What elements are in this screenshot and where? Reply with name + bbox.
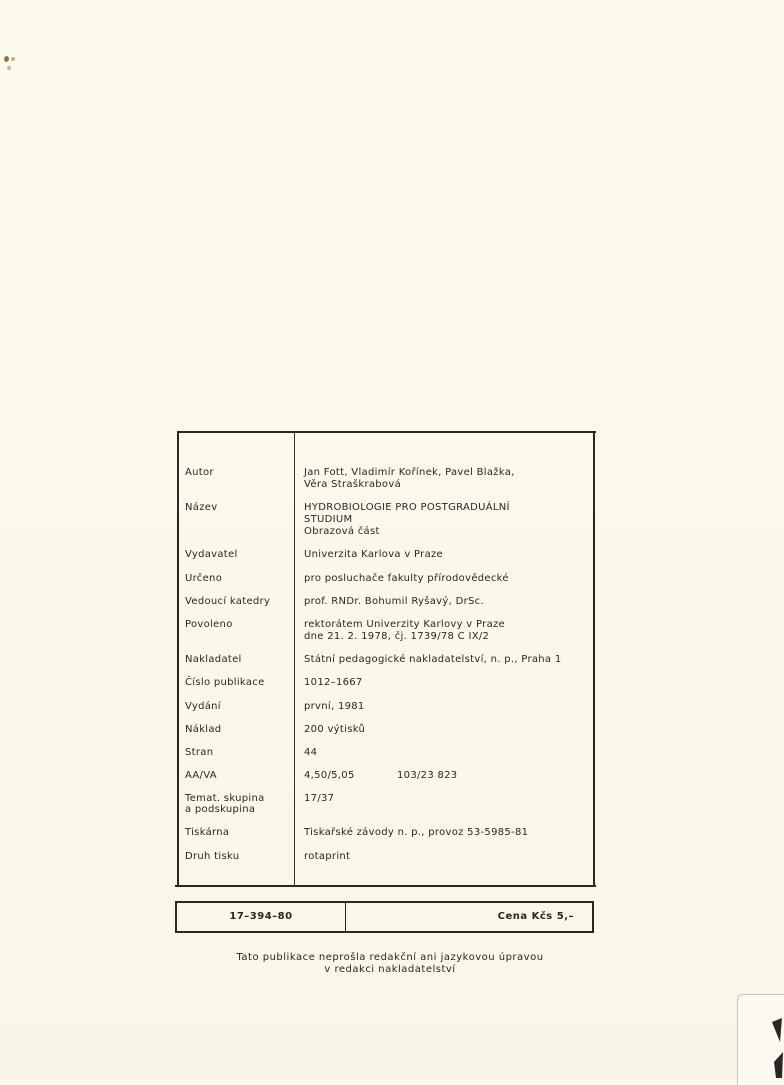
value-line: první, 1981 xyxy=(304,701,365,712)
row-value xyxy=(304,851,589,863)
row-value xyxy=(304,724,589,736)
value-line: STUDIUM xyxy=(304,514,353,525)
row-label: Číslo publikace xyxy=(185,677,265,688)
row-value xyxy=(304,654,589,666)
label-line: Temat. skupina xyxy=(185,793,265,804)
row-value xyxy=(304,596,589,608)
value-line: prof. RNDr. Bohumil Ryšavý, DrSc. xyxy=(304,596,484,607)
value-line: Univerzita Karlova v Praze xyxy=(304,549,444,560)
stain-speck xyxy=(11,57,15,61)
corner-ink-mark xyxy=(768,1012,784,1082)
label-line: a podskupina xyxy=(185,804,256,815)
value-line: rotaprint xyxy=(304,851,351,862)
row-label: Vedoucí katedry xyxy=(185,596,271,607)
value-line: 44 xyxy=(304,747,318,758)
row-label: Vydání xyxy=(185,701,221,712)
price-box xyxy=(175,901,594,933)
row-value xyxy=(304,827,589,839)
row-label: AA/VA xyxy=(185,770,217,781)
table-bottom-rule xyxy=(175,885,596,887)
editorial-note-line2: v redakci nakladatelství xyxy=(324,964,456,975)
price-label: Cena Kčs 5,– xyxy=(497,911,574,922)
row-value xyxy=(304,467,589,491)
value-line: 1012–1667 xyxy=(304,677,363,688)
row-label xyxy=(185,793,290,814)
price-box-divider xyxy=(345,903,346,931)
value-line: 4,50/5,05 xyxy=(304,770,355,781)
value-line: dne 21. 2. 1978, čj. 1739/78 C IX/2 xyxy=(304,631,490,642)
value-line: Obrazová část xyxy=(304,526,380,537)
value-line: 17/37 xyxy=(304,793,335,804)
value-line: Státní pedagogické nakladatelství, n. p., Praha 1 xyxy=(304,654,562,665)
value-extra: 103/23 823 xyxy=(397,770,458,781)
value-line: HYDROBIOLOGIE PRO POSTGRADUÁLNÍ xyxy=(304,502,510,513)
table-left-rule xyxy=(177,431,179,887)
table-column-divider xyxy=(294,431,295,887)
row-label: Tiskárna xyxy=(185,827,230,838)
row-value xyxy=(304,573,589,585)
row-label: Náklad xyxy=(185,724,222,735)
row-label: Autor xyxy=(185,467,214,478)
row-value xyxy=(304,619,589,643)
value-line: Tiskařské závody n. p., provoz 53-5985-81 xyxy=(304,827,529,838)
row-label: Nakladatel xyxy=(185,654,242,665)
value-line: rektorátem Univerzity Karlovy v Praze xyxy=(304,619,505,630)
row-label: Stran xyxy=(185,747,214,758)
value-line: Věra Straškrabová xyxy=(304,479,401,490)
value-line: pro posluchače fakulty přírodovědecké xyxy=(304,573,509,584)
row-value xyxy=(304,747,589,759)
row-value xyxy=(304,677,589,689)
publication-code: 17–394–80 xyxy=(229,911,293,922)
row-label: Povoleno xyxy=(185,619,233,630)
table-right-rule xyxy=(593,431,595,887)
row-value xyxy=(304,502,589,538)
row-label: Určeno xyxy=(185,573,223,584)
row-label: Druh tisku xyxy=(185,851,240,862)
row-value xyxy=(304,701,589,713)
value-line: 200 výtisků xyxy=(304,724,366,735)
row-label: Název xyxy=(185,502,218,513)
editorial-note-line1: Tato publikace neprošla redakční ani jazykovou úpravou xyxy=(236,952,544,963)
value-line: Jan Fott, Vladimír Kořínek, Pavel Blažka, xyxy=(304,467,515,478)
table-top-rule xyxy=(177,431,596,433)
row-value xyxy=(304,549,589,561)
colophon-table xyxy=(175,431,596,887)
row-value xyxy=(304,770,589,782)
stain-speck xyxy=(7,66,11,70)
stain-speck xyxy=(4,56,9,62)
row-label: Vydavatel xyxy=(185,549,238,560)
row-value xyxy=(304,793,589,805)
